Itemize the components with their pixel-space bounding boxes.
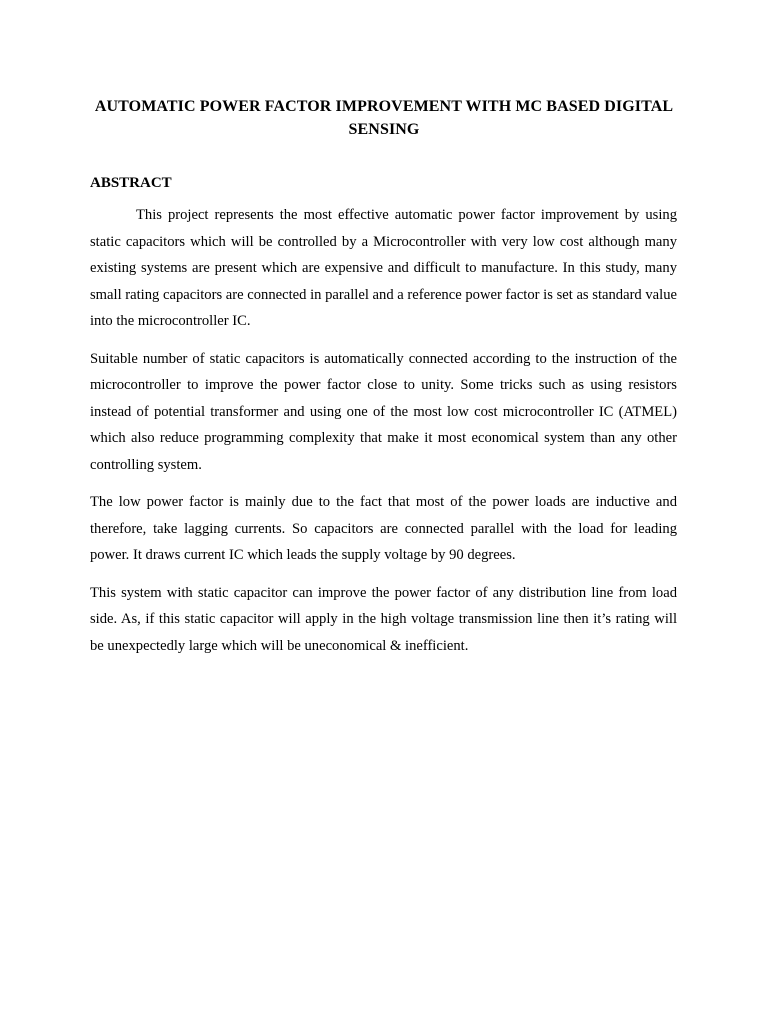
abstract-paragraph-4: This system with static capacitor can improve the power factor of any distribution line from load side. As, if this static capacitor will apply in the high voltage transmission line then it’s rating will be unexpectedly large which will be uneconomical & inefficient. xyxy=(90,584,677,654)
document-title: AUTOMATIC POWER FACTOR IMPROVEMENT WITH MC BASED DIGITAL SENSING xyxy=(94,98,674,138)
section-heading-abstract: ABSTRACT xyxy=(90,175,172,191)
abstract-paragraph-2: Suitable number of static capacitors is automatically connected according to the instruction of the microcontroller to improve the power factor close to unity. Some tricks such as using resistors instead of potential transformer and using one of the most low cost microcontroller IC (ATMEL) which also reduce programming complexity that make it most economical system than any other controlling system. xyxy=(90,350,677,473)
abstract-body xyxy=(90,202,677,670)
abstract-paragraph-1: This project represents the most effective automatic power factor improvement by using static capacitors which will be controlled by a Microcontroller with very low cost although many existing systems are present which are expensive and difficult to manufacture. In this study, many small rating capacitors are connected in parallel and a reference power factor is set as standard value into the microcontroller IC. xyxy=(90,207,677,329)
abstract-paragraph-3: The low power factor is mainly due to the fact that most of the power loads are inductive and therefore, take lagging currents. So capacitors are connected parallel with the load for leading power. It draws current IC which leads the supply voltage by 90 degrees. xyxy=(90,494,677,563)
